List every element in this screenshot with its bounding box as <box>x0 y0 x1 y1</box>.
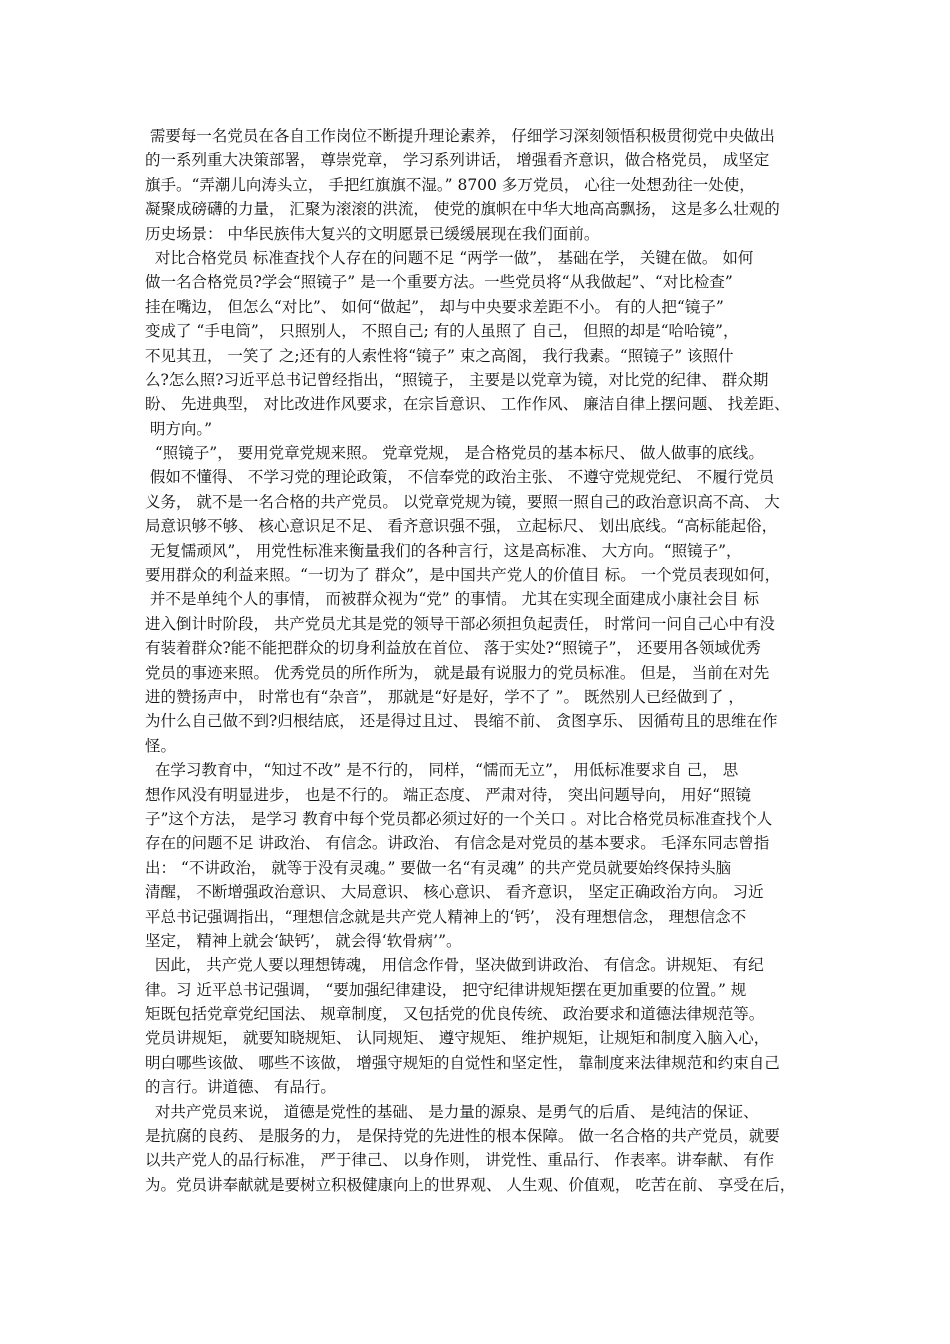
text-line: 存在的问题不足 讲政治、 有信念。讲政治、 有信念是对党员的基本要求。 毛泽东同志曾指 <box>145 834 770 853</box>
text-line: 挂在嘴边， 但怎么“对比”、 如何“做起”， 却与中央要求差距不小。 有的人把“镜子” <box>145 297 724 316</box>
text-line: 需要每一名党员在各自工作岗位不断提升理论素养， 仔细学习深刻领悟积极贯彻党中央做出 <box>145 127 775 145</box>
text-line: 假如不懂得、 不学习党的理论政策， 不信奉党的政治主张、 不遵守党规党纪、 不履行党员 <box>145 468 775 487</box>
text-line: 为什么自己做不到?归根结底， 还是得过且过、 畏缩不前、 贪图享乐、 因循苟且的思维在作 <box>145 712 778 731</box>
text-line: 进入倒计时阶段， 共产党员尤其是党的领导干部必须担负起责任， 时常问一问自己心中有没 <box>145 614 775 633</box>
text-line: 明白哪些该做、 哪些不该做， 增强守规矩的自觉性和坚定性， 靠制度来法律规范和约束自己 <box>145 1053 780 1072</box>
text-line: 是抗腐的良药、 是服务的力， 是保持党的先进性的根本保障。 做一名合格的共产党员，就要 <box>145 1127 780 1146</box>
text-line: 对共产党员来说， 道德是党性的基础、 是力量的源泉、是勇气的后盾、 是纯洁的保证、 <box>145 1102 759 1121</box>
text-line: 的一系列重大决策部署， 尊崇党章， 学习系列讲话， 增强看齐意识，做合格党员， 成坚定 <box>145 151 770 170</box>
text-line: 矩既包括党章党纪国法、 规章制度， 又包括党的优良传统、 政治要求和道德法律规范等。 <box>145 1005 765 1024</box>
text-line: 要用群众的利益来照。“一切为了 群众”，是中国共产党人的价值目 标。 一个党员表现如何， <box>145 566 781 585</box>
text-line: 平总书记强调指出，“理想信念就是共产党人精神上的‘钙’， 没有理想信念， 理想信念不 <box>145 907 747 926</box>
text-line: 义务， 就不是一名合格的共产党员。 以党章党规为镜，要照一照自己的政治意识高不高、 大 <box>145 492 780 511</box>
text-line: 因此， 共产党人要以理想铸魂， 用信念作骨，坚决做到讲政治、 有信念。讲规矩、 有纪 <box>145 956 764 975</box>
text-line: 并不是单纯个人的事情， 而被群众视为“党” 的事情。 尤其在实现全面建成小康社会目 标 <box>145 590 759 609</box>
text-line: 有装着群众?能不能把群众的切身利益放在首位、 落于实处?“照镜子”， 还要用各领域优秀 <box>145 639 761 658</box>
text-line: 党员的事迹来照。 优秀党员的所作所为， 就是最有说服力的党员标准。 但是， 当前在对先 <box>145 663 770 682</box>
text-line: 以共产党人的品行标准， 严于律己、 以身作则， 讲党性、重品行、 作表率。讲奉献、 有作 <box>145 1151 775 1170</box>
text-line: 历史场景： 中华民族伟大复兴的文明愿景已缓缓展现在我们面前。 <box>145 224 600 243</box>
text-line: 局意识够不够、 核心意识足不足、 看齐意识强不强， 立起标尺、 划出底线。“高标能起俗， <box>145 517 778 536</box>
text-line: 旗手。“弄潮儿向涛头立， 手把红旗旗不湿。” 8700 多万党员， 心往一处想劲往一处使， <box>145 175 755 194</box>
text-line: 明方向。” <box>145 419 213 438</box>
text-line: 盼、 先进典型， 对比改进作风要求，在宗旨意识、 工作作风、 廉洁自律上摆问题、 找差距、 <box>145 395 790 414</box>
text-line: 无复懦顽风”， 用党性标准来衡量我们的各种言行，这是高标准、 大方向。“照镜子”， <box>145 541 742 560</box>
text-line: 子”这个方法， 是学习 教育中每个党员都必须过好的一个关口 。对比合格党员标准查找个人 <box>145 809 773 828</box>
text-line: 在学习教育中，“知过不改” 是不行的， 同样，“懦而无立”， 用低标准要求自 己， 思 <box>145 761 739 780</box>
document-body <box>145 124 835 1197</box>
text-line: 凝聚成磅礴的力量， 汇聚为滚滚的洪流， 使党的旗帜在中华大地高高飘扬， 这是多么壮观的 <box>145 200 780 219</box>
text-line: 对比合格党员 标准查找个人存在的问题不足 “两学一做”， 基础在学， 关键在做。 如何 <box>145 248 754 267</box>
text-line: 做一名合格党员?学会“照镜子” 是一个重要方法。一些党员将“从我做起”、“对比检查” <box>145 273 733 292</box>
text-line: “照镜子”， 要用党章党规来照。 党章党规， 是合格党员的基本标尺、 做人做事的底线。 <box>145 444 764 463</box>
text-line: 坚定， 精神上就会‘缺钙’， 就会得‘软骨病’”。 <box>145 931 462 950</box>
text-line: 想作风没有明显进步， 也是不行的。 端正态度、 严肃对待， 突出问题导向， 用好“照镜 <box>145 785 752 804</box>
text-line: 为。党员讲奉献就是要树立积极健康向上的世界观、 人生观、价值观， 吃苦在前、 享受在后， <box>145 1175 796 1194</box>
text-line: 律。习 近平总书记强调， “要加强纪律建设， 把守纪律讲规矩摆在更加重要的位置。” 规 <box>145 980 747 999</box>
text-line: 不见其丑， 一笑了 之;还有的人索性将“镜子” 束之高阁， 我行我素。“照镜子” 该照什 <box>145 346 734 365</box>
text-line: 出： “不讲政治， 就等于没有灵魂。” 要做一名“有灵魂” 的共产党员就要始终保持头脑 <box>145 858 732 877</box>
text-line: 清醒， 不断增强政治意识、 大局意识、 核心意识、 看齐意识， 坚定正确政治方向。 习近 <box>145 883 764 902</box>
text-line: 怪。 <box>145 736 177 755</box>
text-line: 进的赞扬声中， 时常也有“杂音”， 那就是“好是好，学不了 ”。 既然别人已经做到了 ， <box>145 687 744 706</box>
text-line: 么?怎么照?习近平总书记曾经指出，“照镜子， 主要是以党章为镜，对比党的纪律、 群众期 <box>145 370 769 389</box>
text-line: 的言行。讲道德、 有品行。 <box>145 1078 336 1097</box>
text-line: 变成了 “手电筒”， 只照别人， 不照自己; 有的人虽照了 自己， 但照的却是“哈哈镜”， <box>145 322 739 341</box>
text-line: 党员讲规矩， 就要知晓规矩、 认同规矩、 遵守规矩、 维护规矩，让规矩和制度入脑入心， <box>145 1029 770 1048</box>
